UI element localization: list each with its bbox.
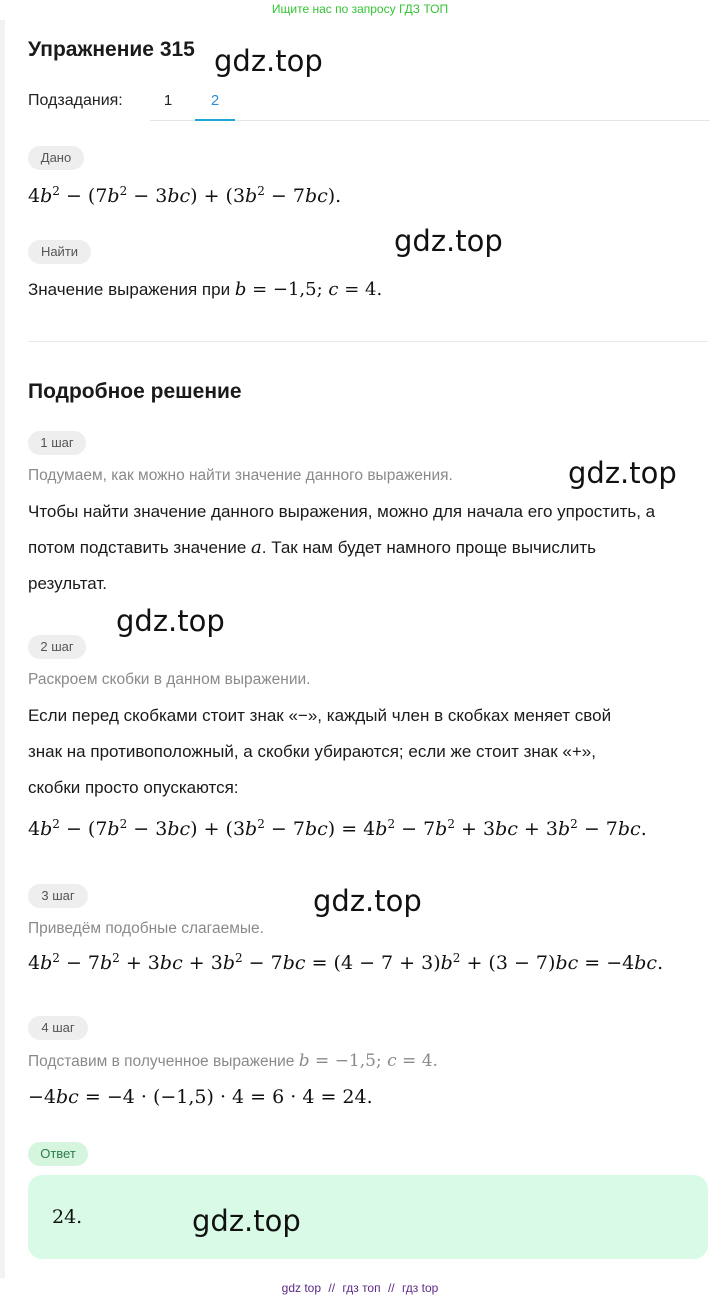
step-2-line-1: Если перед скобками стоит знак «−», каждый член в скобках меняет свой <box>28 706 612 725</box>
step-1-text <box>28 494 718 602</box>
footer-link-1[interactable]: gdz top <box>281 1281 322 1295</box>
section-divider <box>28 341 708 342</box>
step-3-hint: Приведём подобные слагаемые. <box>28 920 264 937</box>
find-badge: Найти <box>28 240 91 264</box>
find-condition: b = −1,5; c = 4. <box>234 279 383 300</box>
given-expression: $4b^2 - (7b^2 - 3bc) + (3b^2 - 7bc)$. <box>28 184 342 207</box>
watermark: gdz.top <box>192 1204 301 1238</box>
step-1-line-1: Чтобы найти значение данного выражения, можно для начала его упростить, а <box>28 502 656 521</box>
step-2-badge: 2 шаг <box>28 635 86 659</box>
footer-separator: // <box>387 1281 395 1295</box>
active-tab-indicator <box>195 119 235 121</box>
footer-separator: // <box>328 1281 336 1295</box>
find-text <box>28 272 382 308</box>
step-1-line-2: потом подставить значение a. Так нам будет намного проще вычислить <box>28 537 596 558</box>
step-1-hint: Подумаем, как можно найти значение данного выражения. <box>28 467 453 484</box>
step-2-formula: $4b^2 - (7b^2 - 3bc) + (3b^2 - 7bc) = 4b^2 - 7b^2 + 3bc + 3b^2 - 7bc$. <box>28 817 647 840</box>
exercise-title: Упражнение 315 <box>28 38 195 61</box>
step-2-text <box>28 698 718 806</box>
step-4-badge: 4 шаг <box>28 1016 88 1040</box>
subtasks-label: Подзадания: <box>28 92 123 109</box>
step-4-hint-math: b = −1,5; c = 4. <box>298 1051 438 1071</box>
footer-link-2[interactable]: гдз топ <box>342 1281 381 1295</box>
step-4-formula: −4bc = −4 · (−1,5) · 4 = 6 · 4 = 24. <box>28 1086 373 1108</box>
given-badge: Дано <box>28 146 84 170</box>
step-1-badge: 1 шаг <box>28 431 86 455</box>
step-1-line-3: результат. <box>28 574 108 593</box>
find-text-label: Значение выражения при <box>28 280 231 299</box>
watermark: gdz.top <box>394 224 503 258</box>
watermark: gdz.top <box>214 44 323 78</box>
tab-subtask-2[interactable]: 2 <box>210 92 220 109</box>
watermark: gdz.top <box>568 456 677 490</box>
step-2-line-3: скобки просто опускаются: <box>28 778 239 797</box>
step-2-hint: Раскроем скобки в данном выражении. <box>28 671 311 688</box>
step-2-line-2: знак на противоположный, а скобки убираются; если же стоит знак «+», <box>28 742 596 761</box>
step-3-badge: 3 шаг <box>28 884 88 908</box>
footer-links <box>0 1279 720 1297</box>
answer-box <box>28 1175 708 1259</box>
answer-value: 24. <box>52 1206 83 1228</box>
watermark: gdz.top <box>313 884 422 918</box>
watermark: gdz.top <box>116 604 225 638</box>
step-3-formula: $4b^2 - 7b^2 + 3bc + 3b^2 - 7bc = (4 - 7 + 3)b^2 + (3 - 7)bc = -4bc$. <box>28 951 664 974</box>
footer-link-3[interactable]: гдз top <box>401 1281 439 1295</box>
step-4-hint: Подставим в полученное выражение b = −1,5; c = 4. <box>28 1051 438 1071</box>
answer-badge: Ответ <box>28 1142 88 1166</box>
top-banner[interactable]: Ищите нас по запросу ГДЗ ТОП <box>271 2 449 16</box>
left-border <box>0 20 5 1278</box>
solution-title: Подробное решение <box>28 380 242 403</box>
tab-subtask-1[interactable]: 1 <box>163 92 173 109</box>
